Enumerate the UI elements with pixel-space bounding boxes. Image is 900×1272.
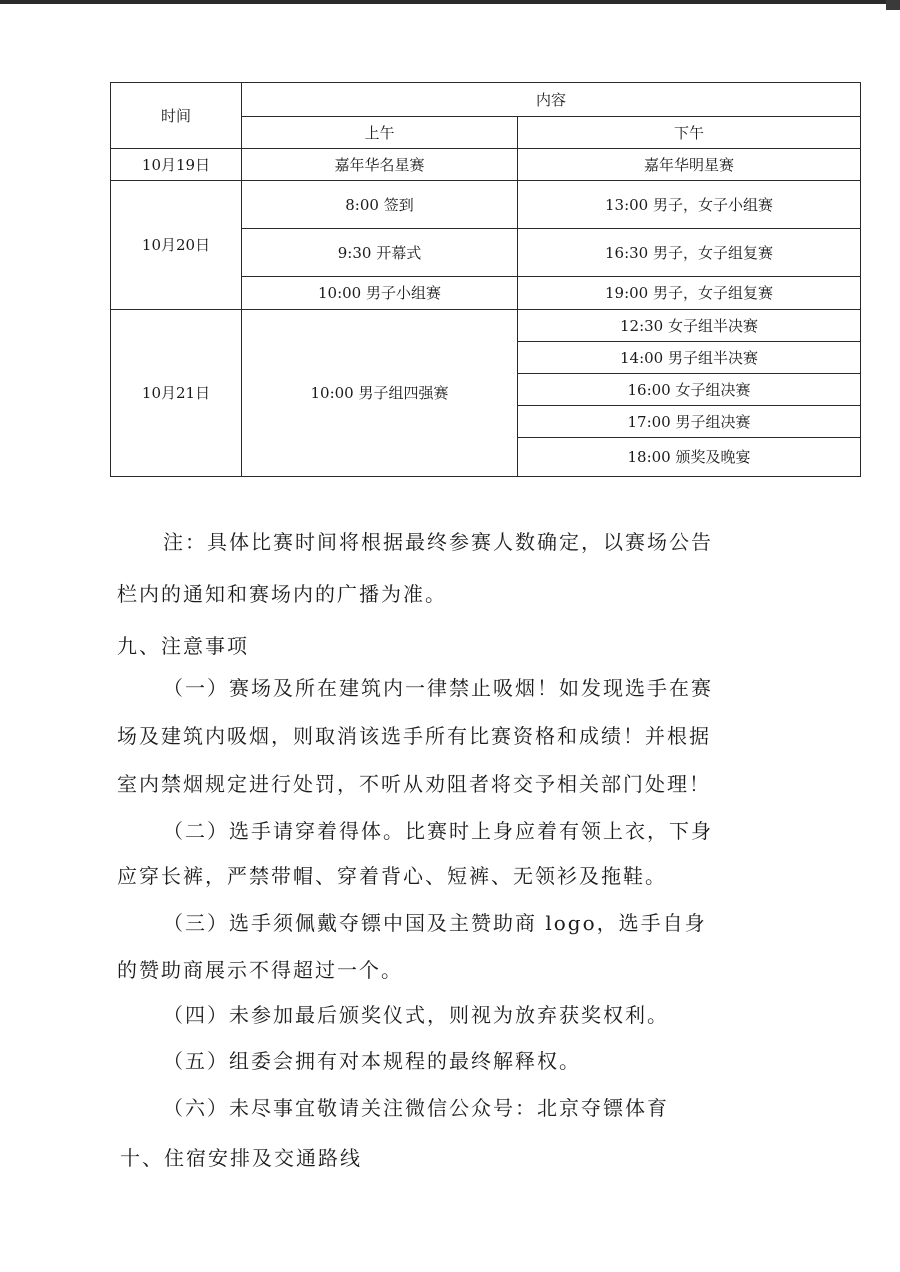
pm-cell: 14:00 男子组半决赛 [518, 342, 861, 374]
am-cell: 10:00 男子小组赛 [242, 277, 518, 310]
pm-cell: 嘉年华明星赛 [518, 149, 861, 181]
am-cell: 9:30 开幕式 [242, 229, 518, 277]
pm-cell: 16:30 男子，女子组复赛 [518, 229, 861, 277]
pm-cell: 12:30 女子组半决赛 [518, 310, 861, 342]
am-cell: 嘉年华名星赛 [242, 149, 518, 181]
section-10-heading: 十、住宿安排及交通路线 [120, 1146, 362, 1170]
table-row [111, 149, 861, 181]
date-cell: 10月20日 [111, 181, 242, 310]
rule-1-line-2: 场及建筑内吸烟，则取消该选手所有比赛资格和成绩！并根据 [117, 724, 711, 748]
rule-2-line-1: （二）选手请穿着得体。比赛时上身应着有领上衣，下身 [163, 819, 713, 843]
pm-cell: 19:00 男子，女子组复赛 [518, 277, 861, 310]
schedule-table [110, 82, 861, 477]
rule-3-line-2: 的赞助商展示不得超过一个。 [117, 958, 403, 982]
header-time: 时间 [111, 83, 242, 149]
table-header-row [111, 83, 861, 117]
am-cell: 10:00 男子组四强赛 [242, 310, 518, 477]
scan-corner-mark [886, 0, 900, 10]
rule-3-line-1: （三）选手须佩戴夺镖中国及主赞助商 logo，选手自身 [163, 911, 707, 935]
rule-6: （六）未尽事宜敬请关注微信公众号：北京夺镖体育 [163, 1096, 669, 1120]
header-content: 内容 [242, 83, 861, 117]
table-row [111, 181, 861, 229]
header-pm: 下午 [518, 117, 861, 149]
rule-5: （五）组委会拥有对本规程的最终解释权。 [163, 1049, 581, 1073]
header-am: 上午 [242, 117, 518, 149]
note-line-2: 栏内的通知和赛场内的广播为准。 [117, 582, 447, 606]
rule-1-line-1: （一）赛场及所在建筑内一律禁止吸烟！如发现选手在赛 [163, 676, 713, 700]
pm-cell: 16:00 女子组决赛 [518, 374, 861, 406]
section-9-heading: 九、注意事项 [117, 634, 249, 658]
table-row [111, 310, 861, 342]
scan-top-edge [0, 0, 900, 4]
pm-cell: 17:00 男子组决赛 [518, 406, 861, 438]
am-cell: 8:00 签到 [242, 181, 518, 229]
date-cell: 10月21日 [111, 310, 242, 477]
pm-cell: 18:00 颁奖及晚宴 [518, 438, 861, 477]
rule-4: （四）未参加最后颁奖仪式，则视为放弃获奖权利。 [163, 1003, 669, 1027]
date-cell: 10月19日 [111, 149, 242, 181]
pm-cell: 13:00 男子，女子小组赛 [518, 181, 861, 229]
note-line-1: 注：具体比赛时间将根据最终参赛人数确定，以赛场公告 [163, 530, 713, 554]
rule-2-line-2: 应穿长裤，严禁带帽、穿着背心、短裤、无领衫及拖鞋。 [117, 864, 667, 888]
rule-1-line-3: 室内禁烟规定进行处罚，不听从劝阻者将交予相关部门处理！ [117, 772, 711, 796]
